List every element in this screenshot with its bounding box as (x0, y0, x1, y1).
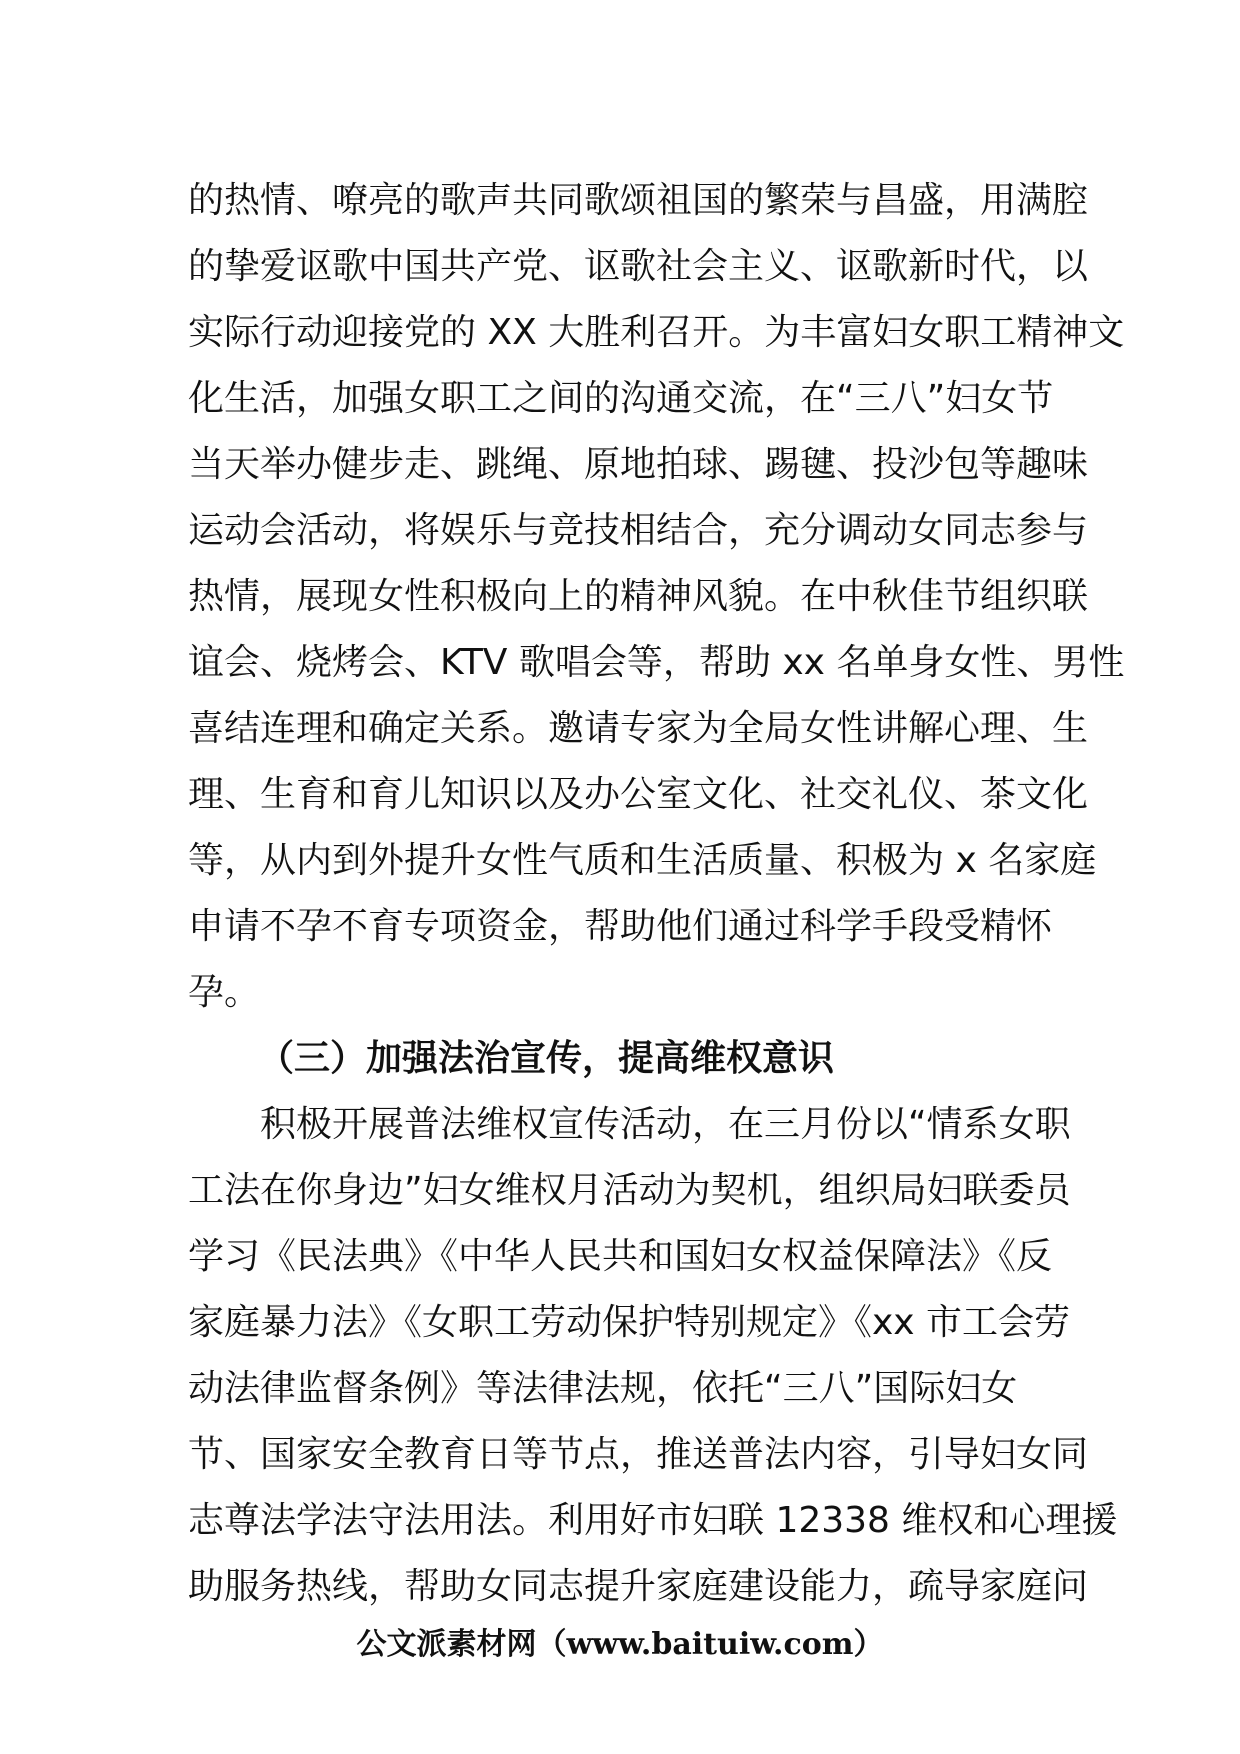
body-line: 工法在你身边”妇女维权月活动为契机，组织局妇联委员 (188, 1170, 1071, 1211)
paragraph-first-line: 积极开展普法维权宣传活动，在三月份以“情系女职 (260, 1104, 1071, 1145)
body-line: 申请不孕不育专项资金，帮助他们通过科学手段受精怀 (188, 906, 1053, 947)
body-line: 化生活，加强女职工之间的沟通交流，在“三八”妇女节 (188, 378, 1054, 419)
body-line: 运动会活动，将娱乐与竞技相结合，充分调动女同志参与 (188, 510, 1089, 551)
body-line: 等，从内到外提升女性气质和生活质量、积极为 x 名家庭 (188, 840, 1097, 881)
body-line: 热情，展现女性积极向上的精神风貌。在中秋佳节组织联 (188, 576, 1089, 617)
body-line: 学习《民法典》《中华人民共和国妇女权益保障法》《反 (188, 1236, 1053, 1277)
body-line: 的挚爱讴歌中国共产党、讴歌社会主义、讴歌新时代，以 (188, 246, 1089, 287)
section-heading: （三）加强法治宣传，提高维权意识 (258, 1038, 835, 1079)
body-line: 谊会、烧烤会、KTV 歌唱会等，帮助 xx 名单身女性、男性 (188, 642, 1125, 683)
body-line: 的热情、嘹亮的歌声共同歌颂祖国的繁荣与昌盛，用满腔 (188, 180, 1089, 221)
body-line: 孕。 (188, 972, 261, 1013)
body-line: 节、国家安全教育日等节点，推送普法内容，引导妇女同 (188, 1434, 1089, 1475)
body-line: 理、生育和育儿知识以及办公室文化、社交礼仪、茶文化 (188, 774, 1089, 815)
body-line: 喜结连理和确定关系。邀请专家为全局女性讲解心理、生 (188, 708, 1089, 749)
body-line: 助服务热线，帮助女同志提升家庭建设能力，疏导家庭问 (188, 1566, 1089, 1607)
body-line: 家庭暴力法》《女职工劳动保护特别规定》《xx 市工会劳 (188, 1302, 1071, 1343)
body-line: 动法律监督条例》等法律法规，依托“三八”国际妇女 (188, 1368, 1018, 1409)
body-line: 当天举办健步走、跳绳、原地拍球、踢毽、投沙包等趣味 (188, 444, 1089, 485)
document-body (188, 168, 1125, 1620)
body-line: 志尊法学法守法用法。利用好市妇联 12338 维权和心理援 (188, 1500, 1118, 1541)
footer-source: 公文派素材网（www.baituiw.com） (356, 1627, 884, 1662)
body-line: 实际行动迎接党的 XX 大胜利召开。为丰富妇女职工精神文 (188, 312, 1125, 353)
